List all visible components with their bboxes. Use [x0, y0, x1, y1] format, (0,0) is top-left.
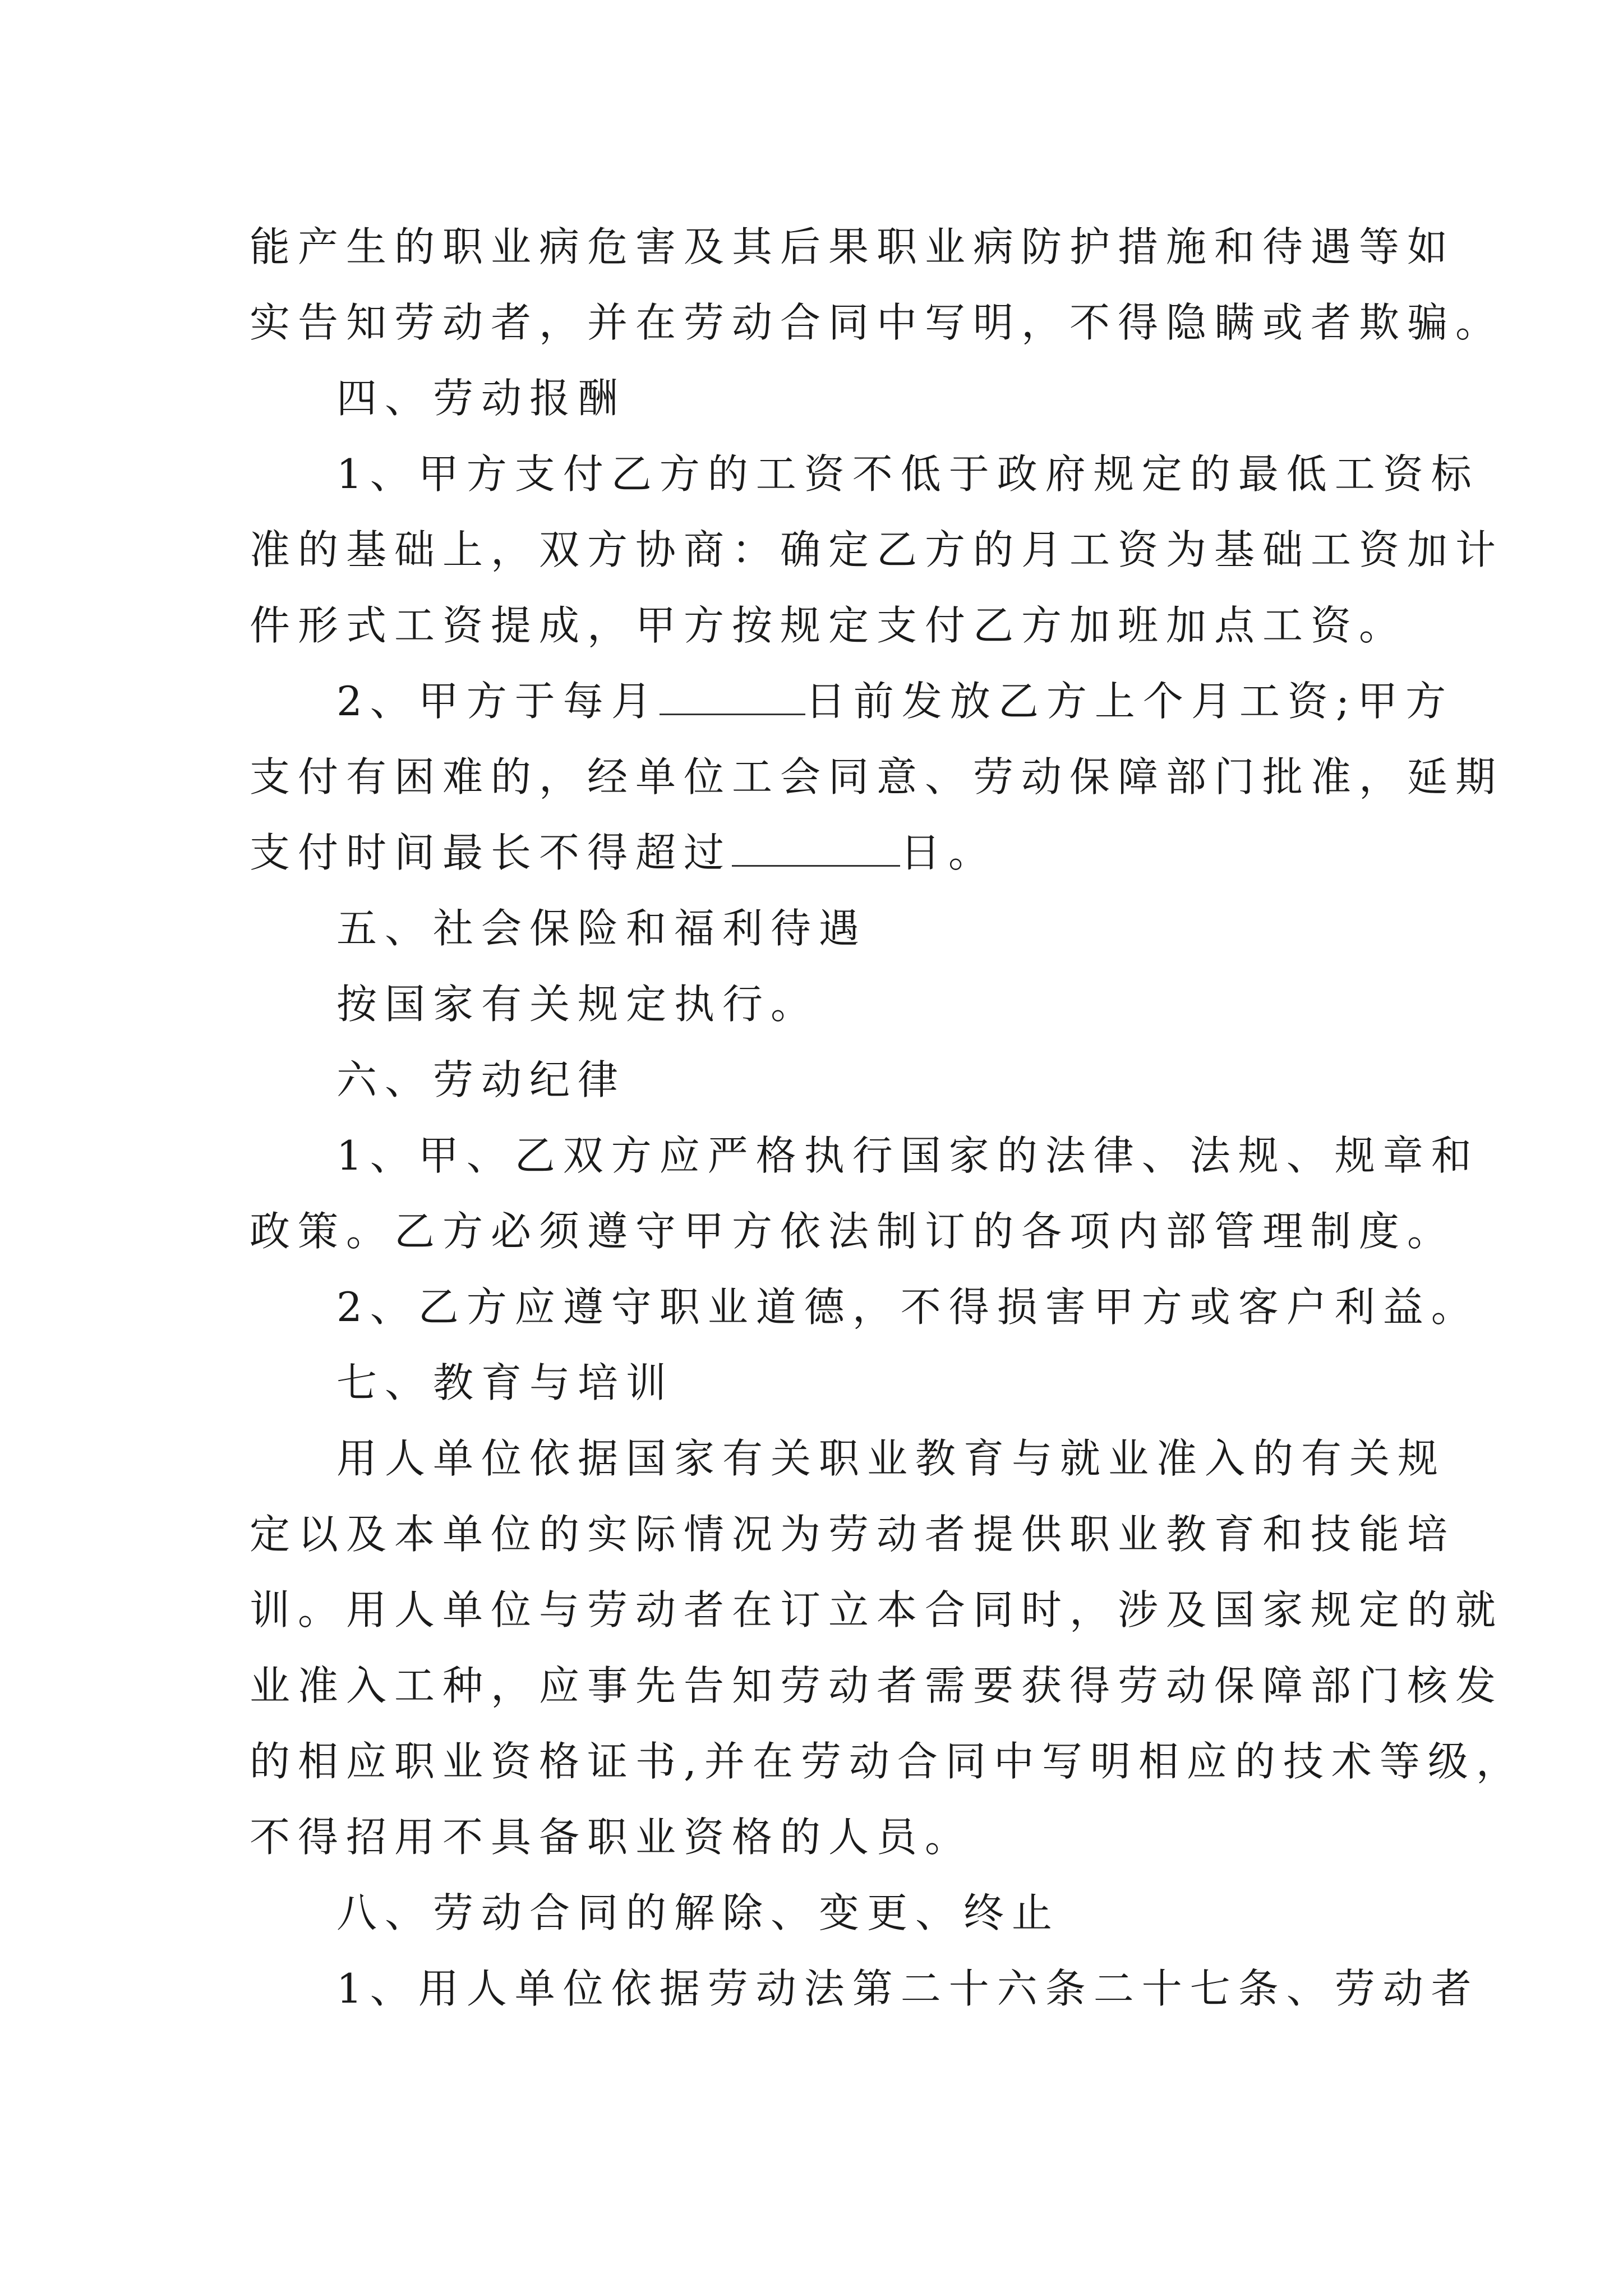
section-heading-five: 五、社会保险和福利待遇 [336, 905, 868, 952]
paragraph-line: 实告知劳动者，并在劳动合同中写明，不得隐瞒或者欺骗。 [250, 299, 1504, 346]
paragraph-line: 不得招用不具备职业资格的人员。 [250, 1814, 974, 1861]
paragraph-line: 政策。乙方必须遵守甲方依法制订的各项内部管理制度。 [250, 1208, 1456, 1255]
section-heading-four: 四、劳动报酬 [336, 375, 626, 422]
paragraph-line: 业准入工种，应事先告知劳动者需要获得劳动保障部门核发 [250, 1662, 1504, 1709]
paragraph-line: 2、甲方于每月 日前发放乙方上个月工资;甲方 [336, 678, 1454, 725]
paragraph-line: 定以及本单位的实际情况为劳动者提供职业教育和技能培 [250, 1511, 1456, 1558]
paragraph-line: 支付时间最长不得超过 日。 [250, 829, 997, 876]
paragraph-line: 按国家有关规定执行。 [336, 981, 819, 1028]
paragraph-line: 支付有困难的，经单位工会同意、劳动保障部门批准，延期 [250, 753, 1504, 800]
paragraph-line: 能产生的职业病危害及其后果职业病防护措施和待遇等如 [250, 223, 1456, 270]
paragraph-line: 1、甲方支付乙方的工资不低于政府规定的最低工资标 [336, 450, 1479, 498]
section-heading-six: 六、劳动纪律 [336, 1056, 626, 1103]
paragraph-line: 件形式工资提成，甲方按规定支付乙方加班加点工资。 [250, 602, 1408, 649]
paragraph-line: 训。用人单位与劳动者在订立本合同时，涉及国家规定的就 [250, 1586, 1504, 1634]
paragraph-line: 用人单位依据国家有关职业教育与就业准入的有关规 [336, 1435, 1446, 1482]
paragraph-line: 2、乙方应遵守职业道德，不得损害甲方或客户利益。 [336, 1283, 1479, 1331]
paragraph-line: 准的基础上，双方协商：确定乙方的月工资为基础工资加计 [250, 526, 1504, 573]
section-heading-seven: 七、教育与培训 [336, 1359, 675, 1406]
paragraph-line: 1、甲、乙双方应严格执行国家的法律、法规、规章和 [336, 1132, 1479, 1179]
fill-in-blank [660, 678, 805, 715]
paragraph-line: 的相应职业资格证书,并在劳动合同中写明相应的技术等级， [250, 1738, 1524, 1785]
section-heading-eight: 八、劳动合同的解除、变更、终止 [336, 1889, 1061, 1936]
fill-in-blank [732, 829, 900, 867]
paragraph-line: 1、用人单位依据劳动法第二十六条二十七条、劳动者 [336, 1965, 1479, 2012]
